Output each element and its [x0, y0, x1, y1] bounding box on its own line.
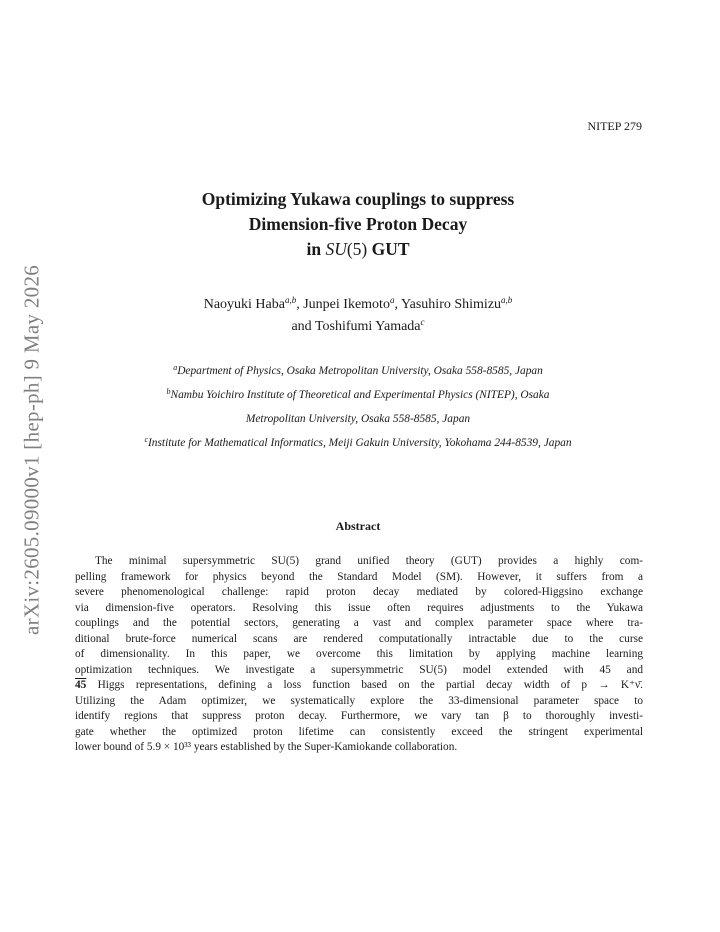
- affiliation-a: $^a$Department of Physics, Osaka Metropolitan University, Osaka 558-8585, Japan: [173, 363, 543, 377]
- title-line-3: in SU(5) GUT: [306, 239, 410, 259]
- author-name: Toshifumi Yamada: [314, 319, 421, 334]
- abstract-line: severe phenomenological challenge: rapid proton decay mediated by colored-Higgsino exchange: [75, 586, 643, 598]
- abstract-line: lower bound of 5.9 × 10³³ years established by the Super-Kamiokande collaboration.: [75, 741, 458, 753]
- author-name: Junpei Ikemoto: [303, 297, 390, 312]
- arxiv-identifier-stamp[interactable]: arXiv:2605.09000v1 [hep-ph] 9 May 2026: [19, 264, 44, 636]
- report-number: NITEP 279: [587, 119, 642, 133]
- affiliation-c: $^c$Institute for Mathematical Informatics, Meiji Gakuin University, Yokohama 244-8539, Japan: [144, 435, 572, 449]
- abstract-line-with-45bar: 45 Higgs representations, defining a loss function based on the partial decay width of p → K⁺ν̄.: [75, 679, 643, 691]
- abstract-line: couplings and the potential sectors, generating a vast and complex parameter space where tra-: [75, 617, 643, 629]
- author-name: Naoyuki Haba: [203, 297, 285, 312]
- abstract-line: The minimal supersymmetric SU(5) grand unified theory (GUT) provides a highly com-: [95, 555, 643, 567]
- abstract-line: via dimension-five operators. Resolving this issue often requires adjustments to the Yukawa: [75, 601, 643, 614]
- affiliation-b-continued: Metropolitan University, Osaka 558-8585, Japan: [245, 413, 471, 425]
- abstract-line: gate whether the optimized proton lifetime can consistently exceed the stringent experimental: [75, 725, 643, 738]
- author-name: Yasuhiro Shimizu: [400, 297, 502, 312]
- abstract-line: optimization techniques. We investigate a supersymmetric SU(5) model extended with 45 and: [75, 663, 643, 676]
- author-affiliation-mark: a,b: [501, 295, 513, 305]
- abstract-line: identify regions that suppress proton decay. Furthermore, we vary tan β to thoroughly investi-: [75, 710, 643, 722]
- author-affiliation-mark: a,b: [284, 295, 297, 305]
- affiliation-b: $^b$Nambu Yoichiro Institute of Theoretical and Experimental Physics (NITEP), Osaka: [166, 387, 550, 401]
- overlined-45: 45: [75, 679, 87, 691]
- abstract-line: ditional brute-force numerical scans are rendered computationally intractable due to the curse: [75, 632, 643, 645]
- author-affiliation-mark: c: [420, 317, 425, 327]
- abstract-line: of dimensionality. In this paper, we overcome this limitation by applying machine learning: [75, 648, 643, 660]
- title-line-2: Dimension-five Proton Decay: [248, 214, 468, 234]
- author-affiliation-mark: a: [389, 295, 395, 305]
- abstract-line: pelling framework for physics beyond the Standard Model (SM). However, it suffers from a: [75, 570, 643, 583]
- paper-title: [0, 187, 716, 262]
- abstract-line: Utilizing the Adam optimizer, we systematically explore the 33-dimensional parameter space to: [75, 694, 643, 707]
- author-list: [0, 294, 716, 338]
- abstract-body: [75, 554, 643, 756]
- affiliation-list: [74, 359, 642, 455]
- title-line-1: Optimizing Yukawa couplings to suppress: [201, 189, 515, 209]
- abstract-heading: Abstract: [335, 519, 381, 533]
- author-line-1: Naoyuki Haba$^{a,b}$, Junpei Ikemoto$^a$, Yasuhiro Shimizu$^{a,b}$: [203, 295, 513, 312]
- author-line-2: and Toshifumi Yamada$^c$: [291, 317, 425, 334]
